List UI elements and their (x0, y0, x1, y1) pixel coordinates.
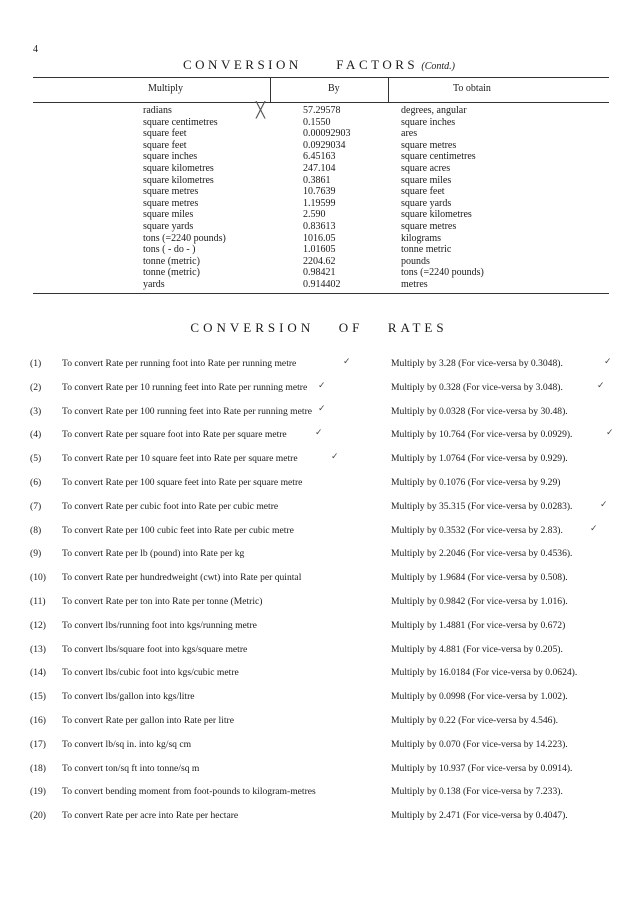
rate-row (0, 714, 638, 738)
rate-description: To convert lb/sq in. into kg/sq cm (62, 738, 192, 750)
rate-description: To convert lbs/cubic foot into kgs/cubic metre (62, 667, 239, 679)
rate-row (0, 524, 638, 548)
handwritten-check-icon: ✓ (590, 524, 598, 534)
factor-by-cell: 0.0929034 (303, 139, 346, 151)
handwritten-check-icon: ✓ (597, 381, 605, 391)
title-word-rates: RATES (387, 320, 448, 335)
factor-by-cell: 1.01605 (303, 244, 336, 256)
title-word-conversion: CONVERSION (190, 320, 315, 335)
rate-multiplier: Multiply by 0.138 (For vice-versa by 7.233). (391, 786, 563, 798)
rate-multiplier: Multiply by 2.2046 (For vice-versa by 0.4536). (391, 548, 573, 560)
factor-obtain-cell: pounds (401, 255, 430, 267)
factor-obtain-cell: metres (401, 278, 428, 290)
rate-multiplier: Multiply by 16.0184 (For vice-versa by 0.0624). (391, 667, 578, 679)
title-word-of: OF (338, 320, 364, 335)
factor-by-cell: 0.00092903 (303, 128, 351, 140)
column-divider (388, 78, 389, 102)
header-by: By (328, 83, 340, 94)
factor-multiply-cell: square centimetres (143, 116, 218, 128)
rate-multiplier: Multiply by 10.937 (For vice-versa by 0.0914). (391, 762, 573, 774)
rate-description: To convert Rate per 10 running feet into Rate per running metre (62, 381, 308, 393)
factor-row (33, 244, 609, 256)
rate-description: To convert Rate per 10 square feet into Rate per square metre (62, 453, 298, 465)
rate-multiplier: Multiply by 0.1076 (For vice-versa by 9.29) (391, 476, 561, 488)
factor-multiply-cell: tonne (metric) (143, 255, 200, 267)
rate-number: (4) (30, 429, 42, 441)
conversion-factors-table (33, 77, 609, 294)
factor-by-cell: 57.29578 (303, 105, 341, 116)
rate-number: (8) (30, 524, 42, 536)
rate-number: (16) (30, 714, 46, 726)
rate-description: To convert Rate per 100 square feet into Rate per square metre (62, 476, 303, 488)
rate-multiplier: Multiply by 0.070 (For vice-versa by 14.223). (391, 738, 568, 750)
factor-by-cell: 247.104 (303, 162, 336, 174)
handwritten-check-icon: ✓ (318, 381, 326, 391)
factor-by-cell: 0.914402 (303, 278, 341, 290)
rate-multiplier: Multiply by 0.328 (For vice-versa by 3.048). (391, 381, 563, 393)
rate-number: (15) (30, 691, 46, 703)
handwritten-check-icon: ✓ (604, 357, 612, 367)
rate-row (0, 762, 638, 786)
rate-description: To convert lbs/square foot into kgs/square metre (62, 643, 248, 655)
factor-row (33, 198, 609, 210)
rate-row (0, 809, 638, 833)
factor-obtain-cell: square metres (401, 220, 457, 232)
factor-row (33, 209, 609, 221)
column-divider (270, 78, 271, 102)
rate-row (0, 500, 638, 524)
factor-obtain-cell: degrees, angular (401, 105, 467, 116)
handwritten-cross-mark: ╳ (256, 101, 266, 119)
factor-row (33, 221, 609, 233)
rate-multiplier: Multiply by 1.4881 (For vice-versa by 0.672) (391, 619, 566, 631)
rate-multiplier: Multiply by 0.0998 (For vice-versa by 1.002). (391, 691, 568, 703)
factor-obtain-cell: square miles (401, 174, 452, 186)
rate-number: (20) (30, 810, 46, 822)
rate-multiplier: Multiply by 1.9684 (For vice-versa by 0.508). (391, 572, 568, 584)
rate-description: To convert ton/sq ft into tonne/sq m (62, 762, 200, 774)
factor-by-cell: 0.3861 (303, 174, 331, 186)
factor-multiply-cell: yards (143, 278, 165, 290)
factor-row (33, 128, 609, 140)
page-number: 4 (33, 44, 38, 55)
rate-description: To convert Rate per cubic foot into Rate per cubic metre (62, 500, 279, 512)
handwritten-check-icon: ✓ (343, 357, 351, 367)
rate-description: To convert Rate per gallon into Rate per litre (62, 714, 234, 726)
rate-row (0, 476, 638, 500)
rate-row (0, 357, 638, 381)
rate-description: To convert Rate per acre into Rate per hectare (62, 810, 239, 822)
factor-row (33, 105, 609, 117)
rate-number: (14) (30, 667, 46, 679)
rate-description: To convert bending moment from foot-pounds to kilogram-metres (62, 786, 316, 798)
factor-multiply-cell: square yards (143, 220, 194, 232)
rate-description: To convert Rate per running foot into Rate per running metre (62, 358, 297, 369)
factor-by-cell: 6.45163 (303, 151, 336, 163)
rate-description: To convert lbs/running foot into kgs/running metre (62, 619, 257, 631)
factor-obtain-cell: tonne metric (401, 244, 452, 256)
rate-number: (9) (30, 548, 42, 560)
factor-obtain-cell: square acres (401, 162, 451, 174)
rate-number: (12) (30, 619, 46, 631)
rate-multiplier: Multiply by 4.881 (For vice-versa by 0.205). (391, 643, 563, 655)
factor-multiply-cell: square inches (143, 151, 198, 163)
rate-row (0, 619, 638, 643)
header-to-obtain: To obtain (453, 83, 491, 94)
rate-multiplier: Multiply by 0.9842 (For vice-versa by 1.016). (391, 595, 568, 607)
factor-multiply-cell: square miles (143, 209, 194, 221)
rate-row (0, 690, 638, 714)
handwritten-check-icon: ✓ (315, 428, 323, 438)
rate-multiplier: Multiply by 0.0328 (For vice-versa by 30.48). (391, 405, 568, 417)
factor-by-cell: 2.590 (303, 209, 326, 221)
factor-multiply-cell: square kilometres (143, 162, 214, 174)
title-word-conversion: CONVERSION (183, 57, 302, 72)
title-word-factors: FACTORS (336, 57, 419, 72)
factor-multiply-cell: radians (143, 105, 172, 116)
factor-multiply-cell: square feet (143, 139, 187, 151)
rate-description: To convert Rate per 100 cubic feet into Rate per cubic metre (62, 524, 294, 536)
factor-obtain-cell: square inches (401, 116, 456, 128)
factor-by-cell: 1016.05 (303, 232, 336, 244)
rate-description: To convert Rate per lb (pound) into Rate per kg (62, 548, 245, 560)
factor-multiply-cell: square metres (143, 197, 199, 209)
factor-by-cell: 0.83613 (303, 220, 336, 232)
rate-row (0, 595, 638, 619)
rate-multiplier: Multiply by 0.22 (For vice-versa by 4.546). (391, 714, 559, 726)
factor-row (33, 256, 609, 268)
factor-row (33, 279, 609, 291)
rate-multiplier: Multiply by 35.315 (For vice-versa by 0.0283). (391, 500, 573, 512)
factor-by-cell: 0.1550 (303, 116, 331, 128)
rate-row (0, 666, 638, 690)
rate-number: (18) (30, 762, 46, 774)
conversion-factors-title (0, 57, 638, 73)
factor-row (33, 175, 609, 187)
rate-number: (5) (30, 453, 42, 465)
handwritten-check-icon: ✓ (606, 428, 614, 438)
factor-obtain-cell: square feet (401, 186, 445, 198)
rate-number: (3) (30, 405, 42, 417)
header-multiply: Multiply (148, 83, 184, 94)
table-header (33, 77, 609, 103)
handwritten-check-icon: ✓ (318, 404, 326, 414)
factor-row (33, 117, 609, 129)
rate-description: To convert lbs/gallon into kgs/litre (62, 691, 195, 703)
rate-row (0, 738, 638, 762)
factor-obtain-cell: square yards (401, 197, 452, 209)
rate-number: (11) (30, 595, 46, 607)
factor-obtain-cell: ares (401, 128, 418, 140)
conversion-of-rates-title (0, 320, 638, 336)
factor-row (33, 186, 609, 198)
rate-row (0, 643, 638, 667)
factor-by-cell: 10.7639 (303, 186, 336, 198)
rate-number: (17) (30, 738, 46, 750)
rate-number: (1) (30, 358, 42, 369)
rate-multiplier: Multiply by 3.28 (For vice-versa by 0.3048). (391, 358, 563, 369)
handwritten-check-icon: ✓ (600, 500, 608, 510)
title-contd-note: (Contd.) (421, 61, 455, 72)
factor-multiply-cell: square kilometres (143, 174, 214, 186)
factor-multiply-cell: tons (=2240 pounds) (143, 232, 226, 244)
factor-row (33, 151, 609, 163)
factor-obtain-cell: square centimetres (401, 151, 476, 163)
handwritten-check-icon: ✓ (331, 452, 339, 462)
rate-number: (13) (30, 643, 46, 655)
rate-multiplier: Multiply by 10.764 (For vice-versa by 0.0929). (391, 429, 573, 441)
factor-row (33, 140, 609, 152)
rate-description: To convert Rate per hundredweight (cwt) into Rate per quintal (62, 572, 302, 584)
factor-row (33, 233, 609, 245)
factor-multiply-cell: square feet (143, 128, 187, 140)
rate-number: (6) (30, 476, 42, 488)
factor-obtain-cell: square metres (401, 139, 457, 151)
rate-row (0, 547, 638, 571)
factor-rows (33, 105, 609, 291)
factor-obtain-cell: tons (=2240 pounds) (401, 267, 484, 279)
factor-multiply-cell: square metres (143, 186, 199, 198)
rate-multiplier: Multiply by 1.0764 (For vice-versa by 0.929). (391, 453, 568, 465)
factor-multiply-cell: tons ( - do - ) (143, 244, 196, 256)
rate-description: To convert Rate per square foot into Rate per square metre (62, 429, 287, 441)
factor-obtain-cell: square kilometres (401, 209, 472, 221)
rate-number: (19) (30, 786, 46, 798)
factor-by-cell: 0.98421 (303, 267, 336, 279)
rate-multiplier: Multiply by 2.471 (For vice-versa by 0.4047). (391, 810, 568, 822)
factor-by-cell: 1.19599 (303, 197, 336, 209)
factor-row (33, 267, 609, 279)
factor-row (33, 163, 609, 175)
rate-multiplier: Multiply by 0.3532 (For vice-versa by 2.83). (391, 524, 563, 536)
factor-obtain-cell: kilograms (401, 232, 441, 244)
rate-number: (2) (30, 381, 42, 393)
rate-number: (10) (30, 572, 46, 584)
rate-row (0, 452, 638, 476)
rate-number: (7) (30, 500, 42, 512)
rate-row (0, 785, 638, 809)
rate-description: To convert Rate per 100 running feet into Rate per running metre (62, 405, 313, 417)
factor-by-cell: 2204.62 (303, 255, 336, 267)
rate-row (0, 571, 638, 595)
factor-multiply-cell: tonne (metric) (143, 267, 200, 279)
rate-description: To convert Rate per ton into Rate per tonne (Metric) (62, 595, 263, 607)
